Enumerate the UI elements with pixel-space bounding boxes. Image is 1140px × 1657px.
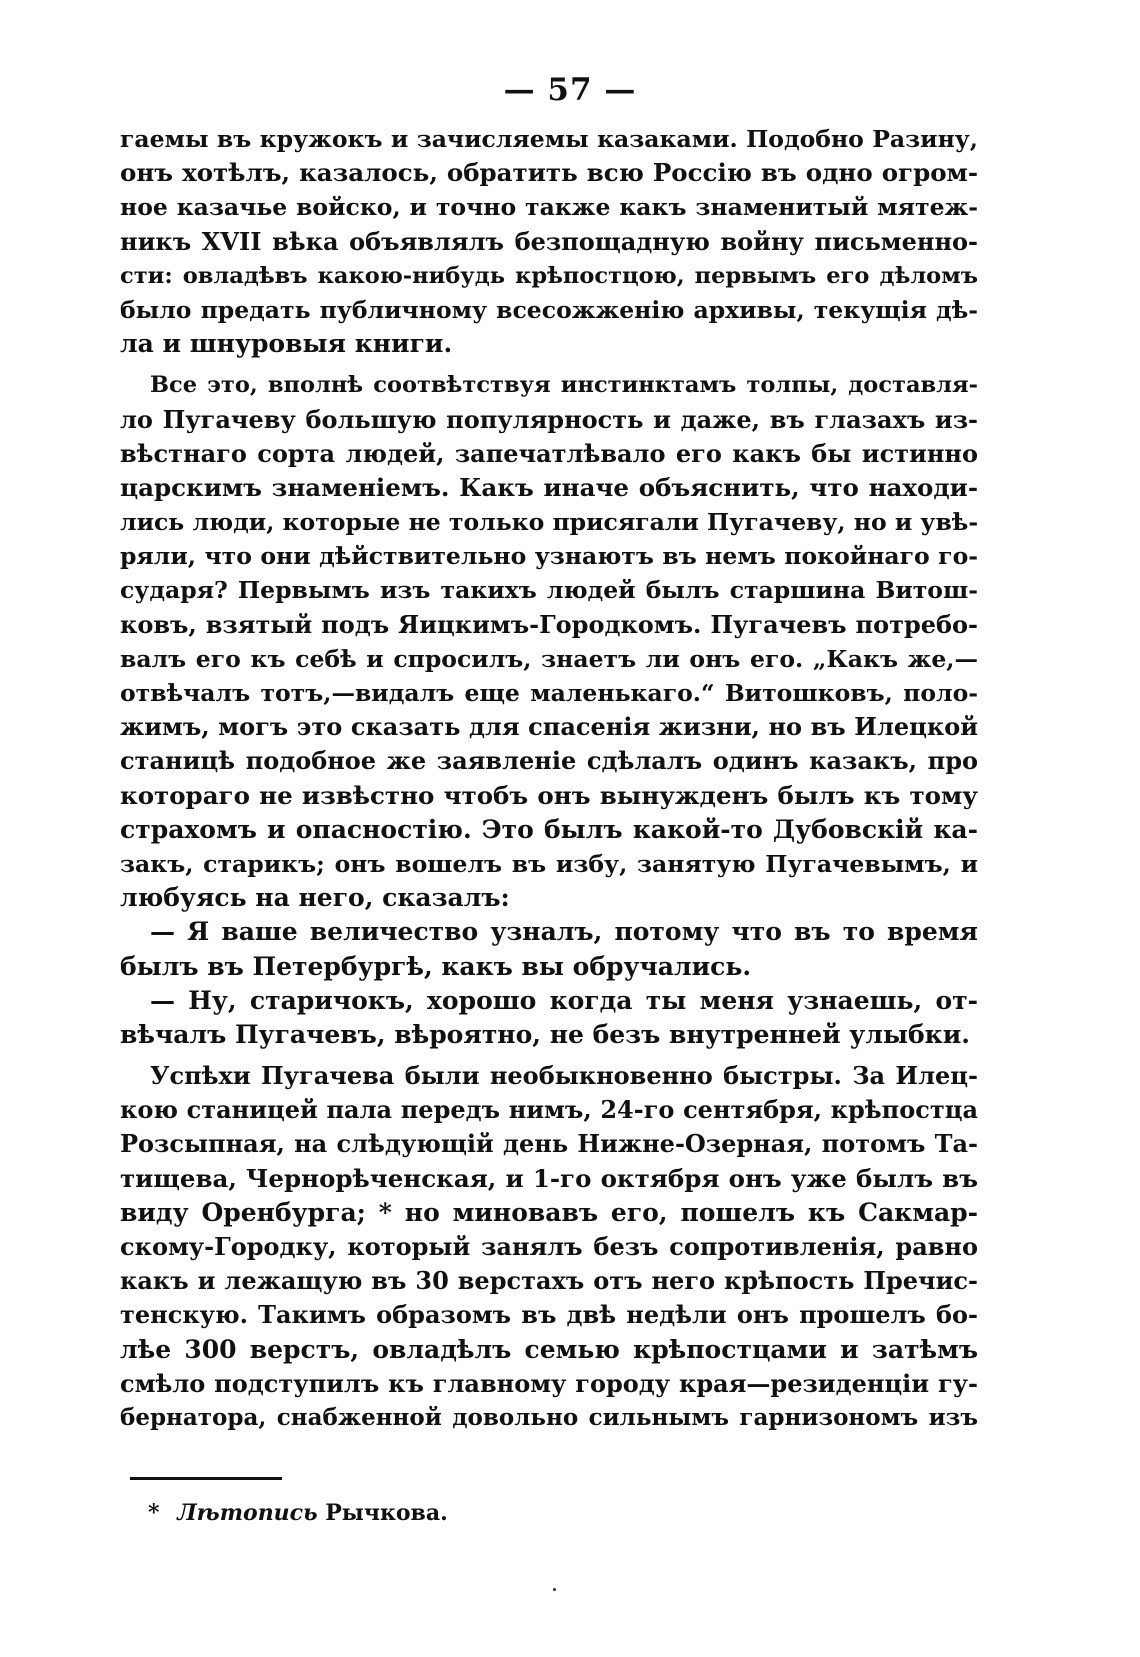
text-line: котораго не извѣстно чтобъ онъ вынужденъ былъ къ тому [120,780,978,810]
text-line: никъ XVII вѣка объявлялъ безпощадную войну письменно- [120,226,978,256]
text-line: лись люди, которые не только присягали Пугачеву, но и увѣ- [120,508,978,537]
text-line: былъ въ Петербургѣ, какъ вы обручались. [120,951,752,981]
footnote-text: Лѣтопись [177,1500,318,1526]
text-line: Розсыпная, на слѣдующій день Нижне-Озерная, потомъ Та- [120,1129,978,1159]
text-line: бернатора, снабженной довольно сильнымъ гарнизономъ изъ [120,1403,978,1431]
text-line: валъ его къ себѣ и спросилъ, знаетъ ли онъ его. „Какъ же,— [120,644,978,673]
text-line: сударя? Первымъ изъ такихъ людей былъ старшина Витош- [120,576,978,605]
text-line: любуясь на него, сказалъ: [120,883,510,913]
dialogue-line: — Ну, старичокъ, хорошо когда ты меня узнаешь, от- [150,985,978,1015]
text-line: отвѣчалъ тотъ,—видалъ еще маленькаго.“ Витошковъ, поло- [120,679,978,707]
text-line: ковъ, взятый подъ Яицкимъ-Городкомъ. Пугачевъ потребо- [120,609,978,639]
text-line: лѣе 300 верстъ, овладѣлъ семью крѣпостцами и затѣмъ [120,1334,978,1364]
print-speck [553,1588,556,1591]
text-line: вѣстнаго сорта людей, запечатлѣвало его какъ бы истинно [120,438,978,468]
text-line: скому-Городку, который занялъ безъ сопротивленія, равно [120,1232,978,1261]
text-line: страхомъ и опасностію. Это былъ какой-то Дубовскій ка- [120,814,978,844]
text-line: ло Пугачеву большую популярность и даже, въ глазахъ из- [120,404,978,434]
body-text [120,122,978,1435]
page-number: — 57 — [503,72,637,108]
footnote-divider [130,1477,282,1480]
text-line: станицѣ подобное же заявленіе сдѣлалъ одинъ казакъ, про [120,746,978,776]
text-line: ное казачье войско, и точно также какъ знаменитый мятеж- [120,193,978,222]
dialogue-line: — Я ваше величество узналъ, потому что въ то время [150,917,978,947]
text-line: тищева, Чернорѣченская, и 1-го октября онъ уже былъ въ [120,1163,978,1193]
footnote-mark: * [148,1500,160,1526]
text-line: ла и шнуровыя книги. [120,329,453,359]
text-line: ряли, что они дѣйствительно узнаютъ въ немъ покойнаго го- [120,542,978,571]
text-line: царскимъ знаменіемъ. Какъ иначе объяснить, что находи- [120,472,978,502]
footnote-name: Рычкова. [325,1500,448,1526]
text-line: смѣло подступилъ къ главному городу края—резиденціи гу- [120,1368,978,1398]
text-line: виду Оренбурга; * но миновавъ его, пошелъ къ Сакмар- [120,1197,978,1227]
text-line: было предать публичному всесожженію архивы, текущія дѣ- [120,295,978,324]
text-line: вѣчалъ Пугачевъ, вѣроятно, не безъ внутренней улыбки. [120,1019,970,1049]
text-line: гаемы въ кружокъ и зачисляемы казаками. Подобно Разину, [120,125,978,153]
text-line: закъ, старикъ; онъ вошелъ въ избу, занятую Пугачевымъ, и [120,849,978,878]
footnote [148,1500,448,1526]
text-line: жимъ, могъ это сказать для спасенія жизни, но въ Илецкой [120,712,978,742]
paragraph-start: Все это, вполнѣ соотвѣтствуя инстинктамъ толпы, доставля- [150,372,978,399]
text-line: онъ хотѣлъ, казалось, обратить всю Россію въ одно огром- [120,158,978,188]
text-line: кою станицей пала передъ нимъ, 24-го сентября, крѣпостца [120,1095,978,1125]
text-line: сти: овладѣвъ какою-нибудь крѣпостцою, первымъ его дѣломъ [120,262,978,289]
text-line: какъ и лежащую въ 30 верстахъ отъ него крѣпость Пречис- [120,1266,978,1296]
text-line: тенскую. Такимъ образомъ въ двѣ недѣли онъ прошелъ бо- [120,1300,978,1330]
paragraph-start: Успѣхи Пугачева были необыкновенно быстры. За Илец- [150,1061,978,1091]
